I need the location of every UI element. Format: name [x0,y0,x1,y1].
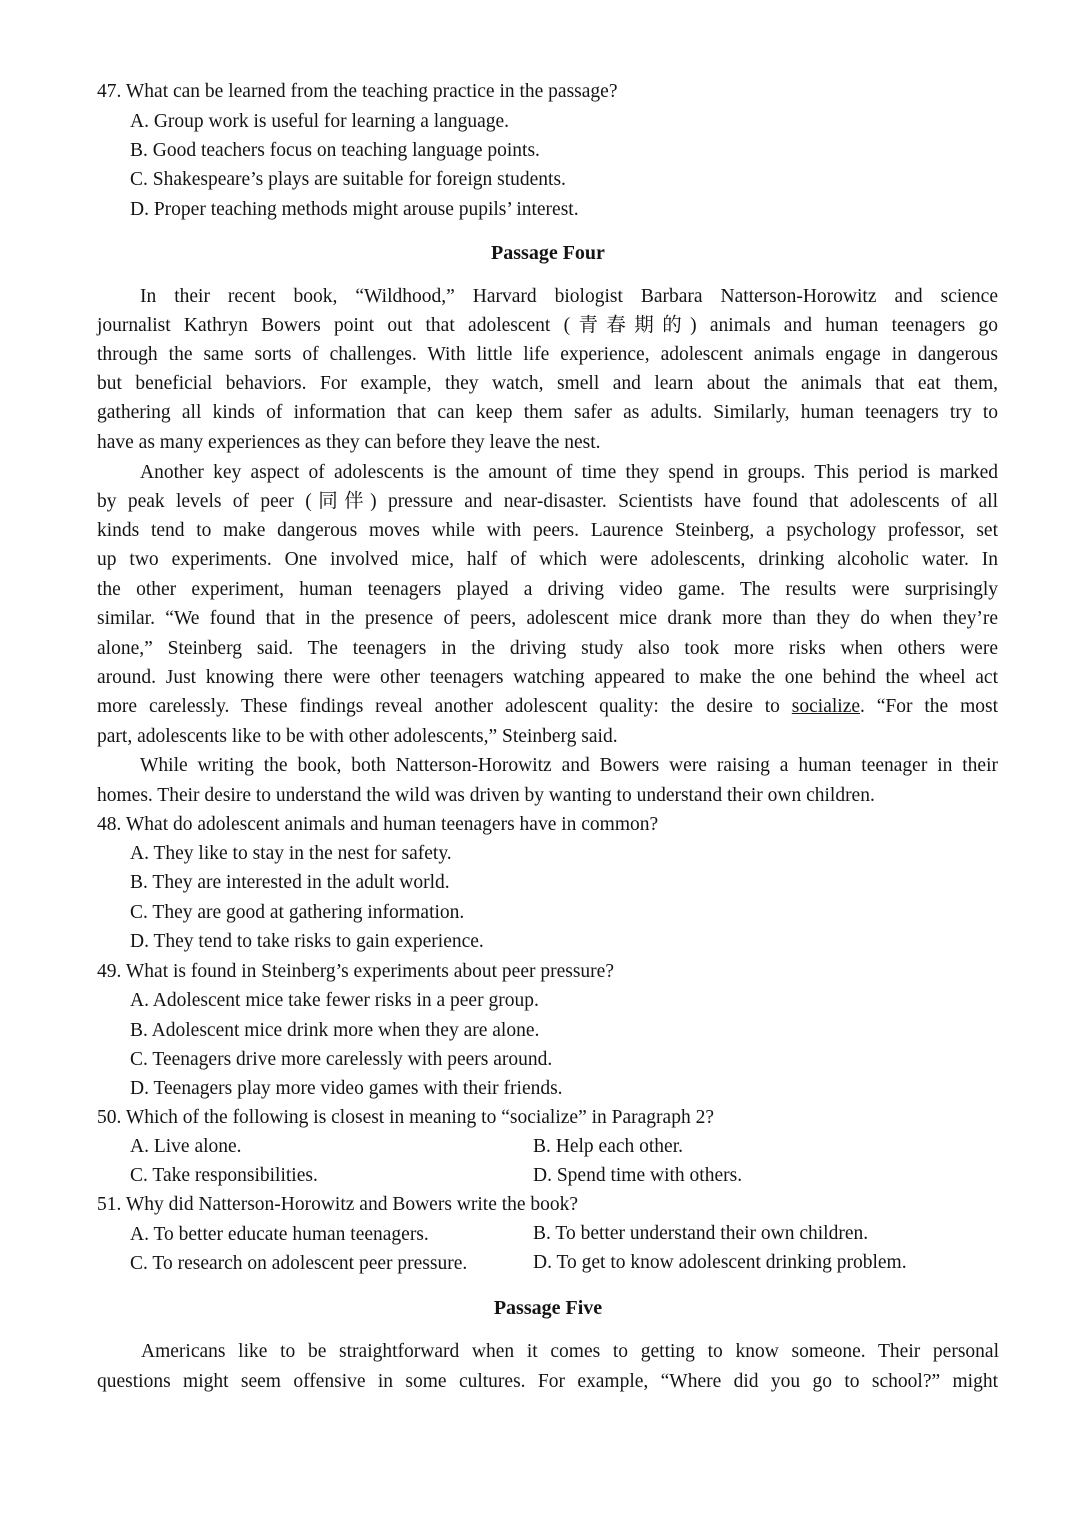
passage-four-p3-line: homes. Their desire to understand the wild was driven by wanting to understand their own children. [97,785,875,806]
question-48-option-d: D. They tend to take risks to gain experience. [130,931,484,952]
passage-five-title: Passage Five [493,1297,603,1319]
question-47-option-b: B. Good teachers focus on teaching language points. [130,140,540,161]
question-48-option-a: A. They like to stay in the nest for safety. [130,843,452,864]
passage-four-p2-line: Another key aspect of adolescents is the amount of time they spend in groups. This period is marked [140,462,998,483]
question-51-option-b: B. To better understand their own children. [533,1223,869,1244]
passage-five-p1-line: questions might seem offensive in some cultures. For example, “Where did you go to school?” might [97,1371,998,1392]
passage-four-p2-line: kinds tend to make dangerous moves while with peers. Laurence Steinberg, a psychology professor, set [97,520,998,541]
passage-four-p1-line: gathering all kinds of information that can keep them safer as adults. Similarly, human teenagers try to [97,402,998,423]
question-50-stem: 50. Which of the following is closest in meaning to “socialize” in Paragraph 2? [97,1107,714,1128]
question-50-option-d: D. Spend time with others. [533,1165,743,1186]
passage-four-p1-line: journalist Kathryn Bowers point out that adolescent (青春期的) animals and human teenagers go [97,315,998,336]
passage-four-p2-line: the other experiment, human teenagers played a driving video game. The results were surprisingly [97,579,998,600]
question-51-option-c: C. To research on adolescent peer pressure. [130,1253,468,1274]
question-51-stem: 51. Why did Natterson-Horowitz and Bowers write the book? [97,1194,579,1215]
question-48-option-c: C. They are good at gathering information. [130,902,465,923]
question-47-option-a: A. Group work is useful for learning a language. [130,111,510,132]
question-47-option-d: D. Proper teaching methods might arouse pupils’ interest. [130,199,579,220]
question-50-option-c: C. Take responsibilities. [130,1165,318,1186]
passage-four-title: Passage Four [491,242,605,264]
passage-four-p1-line: have as many experiences as they can before they leave the nest. [97,432,601,453]
socialize-underlined-word: socialize [791,696,861,717]
passage-four-p2-text: . “For the most [860,696,998,717]
question-48-stem: 48. What do adolescent animals and human teenagers have in common? [97,814,659,835]
passage-four-p2-text: more carelessly. These findings reveal another adolescent quality: the desire to [97,696,780,717]
passage-four-p3-line: While writing the book, both Natterson-Horowitz and Bowers were raising a human teenager in their [140,755,998,776]
question-49-option-c: C. Teenagers drive more carelessly with peers around. [130,1049,553,1070]
passage-four-p2-line: up two experiments. One involved mice, half of which were adolescents, drinking alcoholic water. In [97,549,998,570]
passage-four-p2-line: around. Just knowing there were other teenagers watching appeared to make the one behind the wheel act [97,667,998,688]
question-47-stem: 47. What can be learned from the teaching practice in the passage? [97,81,618,102]
passage-four-p2-line-socialize [97,695,998,719]
passage-five-p1-line: Americans like to be straightforward when it comes to getting to know someone. Their personal [141,1341,999,1362]
question-51-option-a: A. To better educate human teenagers. [130,1224,429,1245]
question-50-option-a: A. Live alone. [130,1136,242,1157]
question-51-option-d: D. To get to know adolescent drinking problem. [533,1252,907,1273]
passage-four-p2-line: similar. “We found that in the presence of peers, adolescent mice drank more than they do when they’re [97,608,998,629]
question-49-option-b: B. Adolescent mice drink more when they are alone. [130,1020,540,1041]
passage-four-p1-line: In their recent book, “Wildhood,” Harvard biologist Barbara Natterson-Horowitz and science [140,286,998,307]
passage-four-p2-line: alone,” Steinberg said. The teenagers in the driving study also took more risks when others were [97,638,998,659]
passage-four-p2-line: part, adolescents like to be with other adolescents,” Steinberg said. [97,726,618,747]
passage-four-p1-line: but beneficial behaviors. For example, they watch, smell and learn about the animals that eat them, [97,373,998,394]
question-49-option-a: A. Adolescent mice take fewer risks in a peer group. [130,990,539,1011]
question-49-stem: 49. What is found in Steinberg’s experiments about peer pressure? [97,961,614,982]
question-47-option-c: C. Shakespeare’s plays are suitable for foreign students. [130,169,566,190]
passage-four-p2-line: by peak levels of peer (同伴) pressure and near-disaster. Scientists have found that adolescents of all [97,491,998,512]
question-49-option-d: D. Teenagers play more video games with their friends. [130,1078,563,1099]
question-50-option-b: B. Help each other. [533,1136,683,1157]
question-48-option-b: B. They are interested in the adult world. [130,872,450,893]
passage-four-p1-line: through the same sorts of challenges. With little life experience, adolescent animals engage in dangerous [97,344,998,365]
